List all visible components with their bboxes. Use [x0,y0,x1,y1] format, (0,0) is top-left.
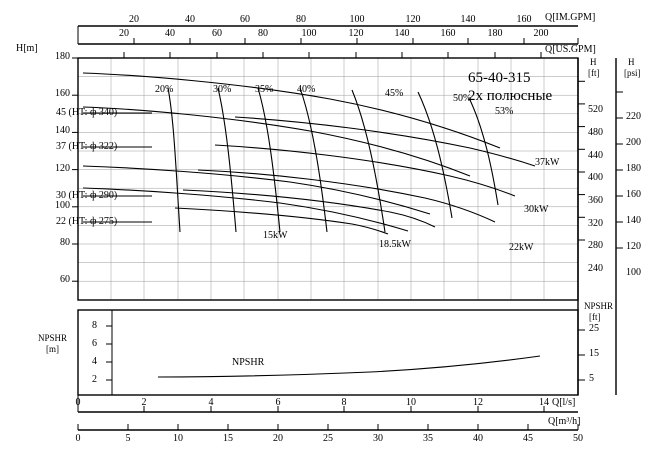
left-tick-6: 60 [60,274,70,285]
top-tick-usgpm-1: 40 [165,28,175,39]
npshr-axis-label-1: NPSHR [38,333,68,343]
power-label-22kw: 22kW [509,242,534,253]
impeller-label-37: 37 (HT: ф 322) [56,141,118,152]
npshr-axis-label-2: [m] [46,344,59,354]
bottom-tick-m3h-9: 45 [523,433,533,444]
top-tick-imgpm-7: 160 [516,14,532,25]
top-tick-usgpm-5: 120 [348,28,364,39]
npshr-tick-2: 4 [92,356,97,367]
left-tick-2: 140 [55,125,70,136]
top-tick-imgpm-4: 100 [349,14,365,25]
right-tick-psi-6: 100 [626,267,641,278]
impeller-label-30: 30 (HT: ф 290) [56,190,118,201]
axis-label-top-usgpm: Q[US.GPM] [545,44,596,55]
bottom-tick-m3h-8: 40 [473,433,483,444]
bottom-tick-ls-5: 10 [406,397,416,408]
left-tick-1: 160 [55,88,70,99]
npshr-tick-0: 8 [92,320,97,331]
top-tick-usgpm-6: 140 [394,28,410,39]
right-tick-ft-7: 240 [588,263,603,274]
axis-label-bottom-m3h: Q[m³/h] [548,416,581,427]
top-tick-usgpm-3: 80 [258,28,268,39]
efficiency-curve-53 [470,100,498,205]
top-tick-usgpm-2: 60 [212,28,222,39]
efficiency-label-40: 40% [297,84,316,95]
top-tick-imgpm-5: 120 [405,14,421,25]
bottom-tick-m3h-10: 50 [573,433,583,444]
head-curve-37 [83,107,470,176]
bottom-tick-ls-1: 2 [141,397,147,408]
efficiency-curve-35 [258,88,280,232]
npshr-curve-label: NPSHR [232,357,265,368]
npshr-right-tick-0: 25 [589,323,599,334]
top-tick-imgpm-0: 20 [129,14,139,25]
axis-label-right-psi-2: [psi] [624,68,641,78]
bottom-tick-m3h-2: 10 [173,433,183,444]
top-tick-imgpm-3: 80 [296,14,306,25]
right-tick-ft-6: 280 [588,240,603,251]
axis-label-right-ft-2: [ft] [588,68,600,78]
npshr-right-tick-1: 15 [589,348,599,359]
axis-label-top-imgpm: Q[IM.GPM] [545,12,596,23]
top-tick-imgpm-6: 140 [460,14,476,25]
right-tick-ft-0: 520 [588,104,603,115]
bottom-tick-ls-2: 4 [208,397,214,408]
chart-title-model: 65-40-315 [468,70,531,86]
bottom-tick-ls-3: 6 [275,397,281,408]
bottom-tick-m3h-0: 0 [75,433,81,444]
efficiency-label-30: 30% [213,84,232,95]
chart-title-poles: 2х полюсные [468,88,553,104]
top-tick-usgpm-4: 100 [301,28,317,39]
power-curve-37kw [235,117,535,166]
right-tick-ft-5: 320 [588,218,603,229]
efficiency-label-20: 20% [155,84,174,95]
axis-label-bottom-ls: Q[l/s] [552,397,576,408]
bottom-tick-ls-7: 14 [539,397,549,408]
top-tick-imgpm-2: 60 [240,14,250,25]
npshr-tick-3: 2 [92,374,97,385]
right-tick-psi-0: 220 [626,111,641,122]
bottom-tick-ls-0: 0 [75,397,81,408]
top-tick-usgpm-0: 20 [119,28,129,39]
power-label-18-5kw: 18.5kW [379,239,411,250]
right-tick-psi-3: 160 [626,189,641,200]
right-tick-ft-2: 440 [588,150,603,161]
top-tick-usgpm-9: 200 [533,28,549,39]
bottom-tick-ls-4: 8 [341,397,347,408]
efficiency-label-45: 45% [385,88,404,99]
axis-label-left-h: H[m] [16,43,38,54]
efficiency-label-35: 35% [255,84,274,95]
efficiency-curve-50 [418,92,452,218]
npshr-right-label-2: [ft] [589,312,601,322]
power-label-15kw: 15kW [263,230,288,241]
right-tick-ft-1: 480 [588,127,603,138]
bottom-tick-m3h-6: 30 [373,433,383,444]
npshr-right-tick-2: 5 [589,373,594,384]
left-tick-4: 100 [55,200,70,211]
axis-label-right-ft-1: H [590,57,597,67]
efficiency-label-50: 50% [453,93,472,104]
right-tick-psi-4: 140 [626,215,641,226]
bottom-tick-m3h-1: 5 [125,433,131,444]
impeller-label-22: 22 (HT: ф 275) [56,216,118,227]
top-tick-usgpm-7: 160 [440,28,456,39]
power-label-30kw: 30kW [524,204,549,215]
power-curve-18-5kw [183,190,435,227]
efficiency-label-53: 53% [495,106,514,117]
left-tick-5: 80 [60,237,70,248]
top-tick-imgpm-1: 40 [185,14,195,25]
right-tick-psi-2: 180 [626,163,641,174]
right-tick-ft-4: 360 [588,195,603,206]
right-tick-psi-5: 120 [626,241,641,252]
power-curve-22kw [198,170,495,222]
impeller-label-45: 45 (HT: ф 340) [56,107,118,118]
right-tick-ft-3: 400 [588,172,603,183]
npshr-right-label-1: NPSHR [584,301,614,311]
left-tick-0: 180 [55,51,70,62]
bottom-tick-m3h-7: 35 [423,433,433,444]
npshr-tick-1: 6 [92,338,97,349]
left-tick-3: 120 [55,163,70,174]
bottom-tick-ls-6: 12 [473,397,483,408]
bottom-tick-m3h-5: 25 [323,433,333,444]
top-tick-usgpm-8: 180 [487,28,503,39]
power-label-37kw: 37kW [535,157,560,168]
bottom-tick-m3h-3: 15 [223,433,233,444]
axis-label-right-psi-1: H [628,57,635,67]
bottom-tick-m3h-4: 20 [273,433,283,444]
npshr-curve [158,356,540,377]
right-tick-psi-1: 200 [626,137,641,148]
